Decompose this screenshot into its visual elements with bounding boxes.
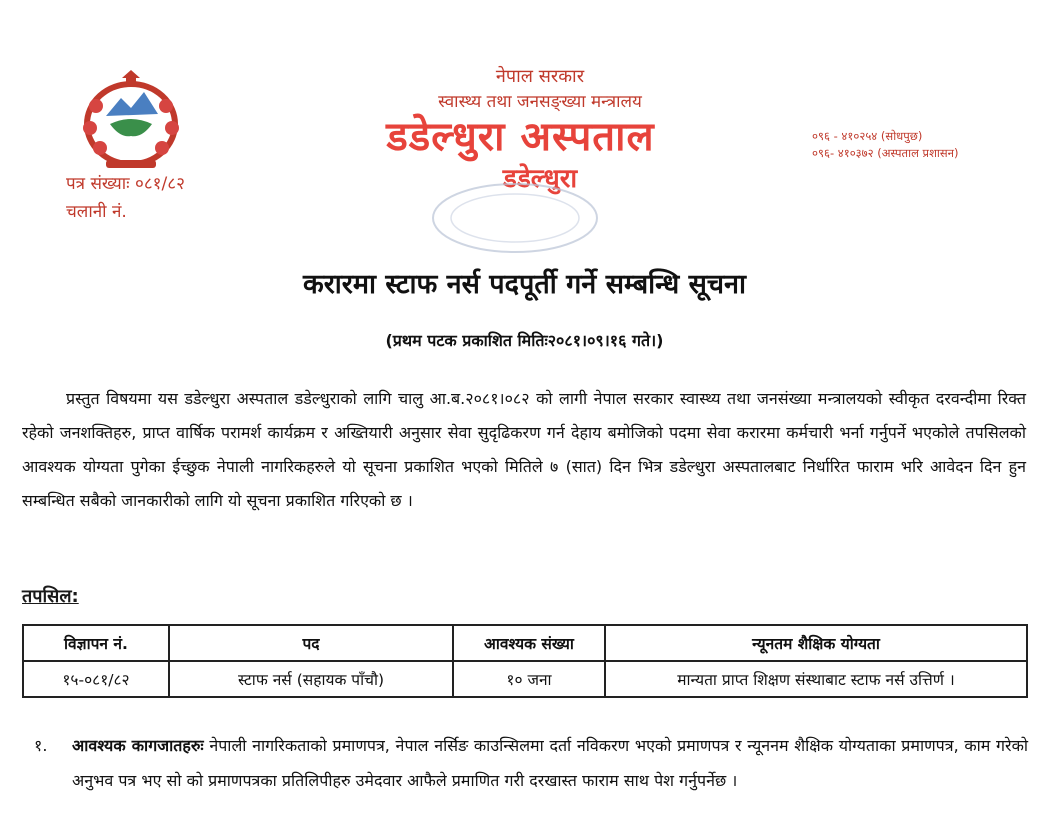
vacancy-table — [22, 624, 1028, 698]
column-header: न्यूनतम शैक्षिक योग्यता — [605, 625, 1027, 661]
district-name: डडेल्धुरा — [502, 164, 578, 194]
phone-inquiry: ०९६ - ४१०२५४ (सोधपुछ) — [812, 129, 923, 143]
minimum-qualification: मान्यता प्राप्त शिक्षण संस्थाबाट स्टाफ नर्स उत्तिर्ण । — [605, 661, 1027, 697]
column-header: पद — [169, 625, 453, 661]
reference-block — [66, 170, 185, 226]
government-name: नेपाल सरकार — [495, 66, 585, 87]
notice-body: प्रस्तुत विषयमा यस डडेल्धुरा अस्पताल डडेल्धुराको लागि चालु आ.ब.२०८१।०८२ को लागी नेपाल सरकार स्वास्थ्य तथा जनसंख्या मन्त्रालयको स्वीकृत दरवन्दीमा रिक्त रहेको जनशक्तिहरु, प्राप्त वार्षिक परामर्श कार्यक्रम र अख्तियारी अनुसार सेवा सुदृढिकरण गर्न देहाय बमोजिको पदमा सेवा करारमा कर्मचारी भर्ना गर्नुपर्ने भएकोले तपसिलको आवश्यक योग्यता पुगेका ईच्छुक नेपाली नागरिकहरुले यो सूचना प्रकाशित भएको मितिले ७ (सात) दिन भित्र डडेल्धुरा अस्पतालबाट निर्धारित फाराम भरि आवेदन दिन हुन सम्बन्धित सबैको जानकारीको लागि यो सूचना प्रकाशित गरिएको छ । — [22, 389, 1026, 510]
notice-title: करारमा स्टाफ नर्स पदपूर्ती गर्ने सम्बन्धि सूचना — [303, 269, 746, 300]
post-name: स्टाफ नर्स (सहायक पाँचौ) — [169, 661, 453, 697]
phone-numbers — [812, 128, 959, 162]
letter-number: पत्र संख्याः ०८१/८२ — [66, 174, 185, 194]
hospital-name: डडेल्धुरा अस्पताल — [386, 114, 655, 160]
note-number: १. — [34, 736, 48, 755]
column-header: आवश्यक संख्या — [453, 625, 605, 661]
note-label: आवश्यक कागजातहरुः — [72, 736, 204, 755]
table-row — [23, 661, 1027, 697]
dispatch-number: चलानी नं. — [66, 202, 127, 222]
details-heading: तपसिल: — [22, 586, 79, 607]
table-header-row — [23, 625, 1027, 661]
nepal-emblem-icon — [66, 66, 196, 176]
list-item — [34, 728, 1028, 798]
office-stamp-icon — [420, 180, 610, 260]
column-header: विज्ञापन नं. — [23, 625, 169, 661]
note-content: नेपाली नागरिकताको प्रमाणपत्र, नेपाल नर्सिङ काउन्सिलमा दर्ता नविकरण भएको प्रमाणपत्र र न्यूननम शैक्षिक योग्यताका प्रमाणपत्र, काम गरेको अनुभव पत्र भए सो को प्रमाणपत्रका प्रतिलिपीहरु उमेदवार आफैले प्रमाणित गरी दरखास्त फाराम साथ पेश गर्नुपर्नेछ । — [72, 736, 1029, 790]
note-text — [72, 728, 1028, 798]
publish-date: (प्रथम पटक प्रकाशित मितिः२०८१।०९।१६ गते।) — [385, 331, 664, 350]
government-heading — [330, 64, 750, 114]
phone-administration: ०९६- ४१०३७२ (अस्पताल प्रशासन) — [812, 146, 959, 160]
required-count: १० जना — [453, 661, 605, 697]
ministry-name: स्वास्थ्य तथा जनसङ्ख्या मन्त्रालय — [438, 92, 642, 112]
advertisement-number: १५-०८१/८२ — [23, 661, 169, 697]
